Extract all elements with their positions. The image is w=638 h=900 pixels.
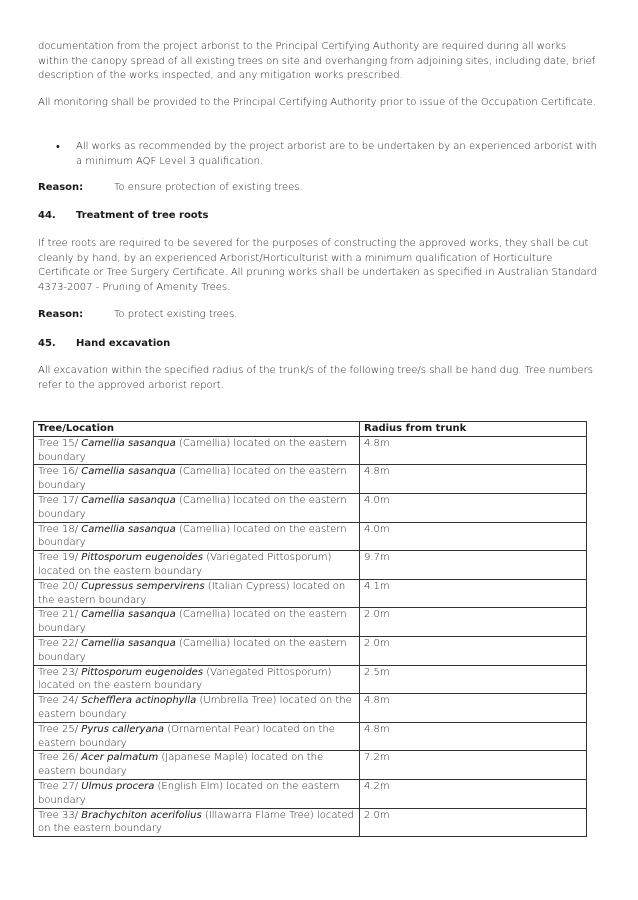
tree-location: (Italian Cypress) located on the eastern boundary xyxy=(38,580,346,606)
tree-location-cell xyxy=(34,579,360,608)
species-name: Camellia sasanqua xyxy=(81,523,176,535)
tree-location: (Japanese Maple) located on the eastern boundary xyxy=(38,752,324,778)
table-row xyxy=(34,465,587,494)
tree-number: Tree 27/ xyxy=(38,780,79,792)
section-number: 45. xyxy=(38,338,56,349)
reason-text: To protect existing trees. xyxy=(114,309,238,320)
radius-cell: 2.0m xyxy=(360,608,587,637)
tree-location: (Camellia) located on the eastern boundary xyxy=(38,523,347,549)
tree-location: (Umbrella Tree) located on the eastern boundary xyxy=(38,695,352,720)
tree-number: Tree 16/ xyxy=(38,466,79,478)
radius-cell: 4.0m xyxy=(360,493,587,522)
species-name: Schefflera actinophylla xyxy=(81,695,197,707)
radius-cell: 4.8m xyxy=(360,436,587,465)
section-number: 44. xyxy=(38,210,56,221)
tree-number: Tree 20/ xyxy=(38,580,79,592)
tree-number: Tree 24/ xyxy=(38,695,79,707)
tree-number: Tree 23/ xyxy=(38,666,79,678)
radius-cell: 4.1m xyxy=(360,579,587,608)
section-44-heading xyxy=(38,209,208,223)
species-name: Camellia sasanqua xyxy=(81,437,176,449)
bullet-text: All works as recommended by the project arborist are to be undertaken by an experienced arborist with a minimum AQF Level 3 qualification. xyxy=(76,141,598,167)
tree-location: (English Elm) located on the eastern boundary xyxy=(38,780,340,806)
table-row xyxy=(34,808,587,837)
header-radius: Radius from trunk xyxy=(360,422,587,437)
reason-2 xyxy=(38,308,237,322)
table-row xyxy=(34,636,587,665)
tree-location-cell xyxy=(34,722,360,751)
radius-cell: 7.2m xyxy=(360,751,587,780)
table-header-row xyxy=(34,422,587,437)
species-name: Pittosporum eugenoides xyxy=(81,552,204,564)
tree-number: Tree 18/ xyxy=(38,523,79,535)
tree-location: (Variegated Pittosporum) located on the eastern boundary xyxy=(38,552,332,577)
tree-location-cell xyxy=(34,608,360,637)
tree-number: Tree 19/ xyxy=(38,552,79,564)
table-row xyxy=(34,779,587,808)
table-row xyxy=(34,665,587,694)
tree-number: Tree 15/ xyxy=(38,437,79,449)
tree-number: Tree 25/ xyxy=(38,723,79,735)
reason-label: Reason: xyxy=(38,182,84,193)
tree-location: (Variegated Pittosporum) located on the eastern boundary xyxy=(38,666,332,692)
table-row xyxy=(34,493,587,522)
tree-location: (Camellia) located on the eastern boundary xyxy=(38,466,347,492)
species-name: Ulmus procera xyxy=(81,780,155,792)
radius-cell: 4.8m xyxy=(360,465,587,494)
radius-cell: 2.0m xyxy=(360,808,587,837)
tree-location-cell xyxy=(34,636,360,665)
section-45-heading xyxy=(38,337,170,351)
table-row xyxy=(34,722,587,751)
reason-label: Reason: xyxy=(38,309,84,320)
radius-cell: 4.0m xyxy=(360,522,587,551)
tree-number: Tree 17/ xyxy=(38,494,79,506)
tree-location-cell xyxy=(34,436,360,465)
table-row xyxy=(34,522,587,551)
tree-location-cell xyxy=(34,551,360,580)
tree-location-cell xyxy=(34,779,360,808)
species-name: Pittosporum eugenoides xyxy=(81,666,204,678)
tree-number: Tree 33/ xyxy=(38,809,79,821)
species-name: Camellia sasanqua xyxy=(81,637,176,649)
reason-text: To ensure protection of existing trees. xyxy=(114,182,303,193)
species-name: Brachychiton acerifolius xyxy=(81,809,202,821)
tree-location-cell xyxy=(34,493,360,522)
tree-location: (Ornamental Pear) located on the eastern boundary xyxy=(38,723,335,749)
tree-location: (Illawarra Flame Tree) located on the eastern boundary xyxy=(38,809,354,835)
tree-number: Tree 21/ xyxy=(38,609,79,621)
radius-cell: 4.8m xyxy=(360,722,587,751)
species-name: Acer palmatum xyxy=(81,752,159,764)
tree-location: (Camellia) located on the eastern boundary xyxy=(38,609,347,635)
tree-radius-table xyxy=(33,421,587,837)
species-name: Pyrus calleryana xyxy=(81,723,165,735)
species-name: Camellia sasanqua xyxy=(81,609,176,621)
bullet-item xyxy=(56,140,601,169)
radius-cell: 2.0m xyxy=(360,636,587,665)
tree-location-cell xyxy=(34,465,360,494)
section-44-paragraph: If tree roots are required to be severed for the purposes of constructing the approved works, they shall be cut cleanly by hand, by an experienced Arborist/Horticulturist with a minimum qualification of Horticulture Certificate or Tree Surgery Certificate. All pruning works shall be undertaken as specified in Australian Standard 4373-2007 - Pruning of Amenity Trees. xyxy=(38,238,597,293)
section-title: Treatment of tree roots xyxy=(76,210,209,221)
intro-paragraph: documentation from the project arborist to the Principal Certifying Authority are required during all works within the canopy spread of all existing trees on site and overhanging from adjoining sites, including date, brief description of the works inspected, and any mitigation works prescribed. xyxy=(38,41,596,81)
radius-cell: 4.8m xyxy=(360,694,587,723)
table-row xyxy=(34,608,587,637)
table-row xyxy=(34,579,587,608)
radius-cell: 9.7m xyxy=(360,551,587,580)
monitoring-paragraph: All monitoring shall be provided to the Principal Certifying Authority prior to issue of the Occupation Certificate. xyxy=(38,97,597,108)
tree-location-cell xyxy=(34,808,360,837)
species-name: Cupressus sempervirens xyxy=(81,580,205,592)
tree-location: (Camellia) located on the eastern boundary xyxy=(38,494,347,520)
table-row xyxy=(34,551,587,580)
section-title: Hand excavation xyxy=(76,338,171,349)
bullet-icon: • xyxy=(56,140,60,153)
reason-1 xyxy=(38,181,303,195)
tree-location-cell xyxy=(34,751,360,780)
species-name: Camellia sasanqua xyxy=(81,494,176,506)
radius-cell: 2.5m xyxy=(360,665,587,694)
tree-location-cell xyxy=(34,665,360,694)
tree-location-cell xyxy=(34,694,360,723)
table-row xyxy=(34,436,587,465)
radius-cell: 4.2m xyxy=(360,779,587,808)
table-row xyxy=(34,694,587,723)
tree-location: (Camellia) located on the eastern boundary xyxy=(38,437,347,463)
table-row xyxy=(34,751,587,780)
tree-number: Tree 26/ xyxy=(38,752,79,764)
species-name: Camellia sasanqua xyxy=(81,466,176,478)
header-tree-location: Tree/Location xyxy=(34,422,360,437)
tree-location-cell xyxy=(34,522,360,551)
section-45-paragraph: All excavation within the specified radius of the trunk/s of the following tree/s shall be hand dug. Tree numbers refer to the approved arborist report. xyxy=(38,365,593,391)
tree-location: (Camellia) located on the eastern boundary xyxy=(38,637,347,663)
tree-number: Tree 22/ xyxy=(38,637,79,649)
